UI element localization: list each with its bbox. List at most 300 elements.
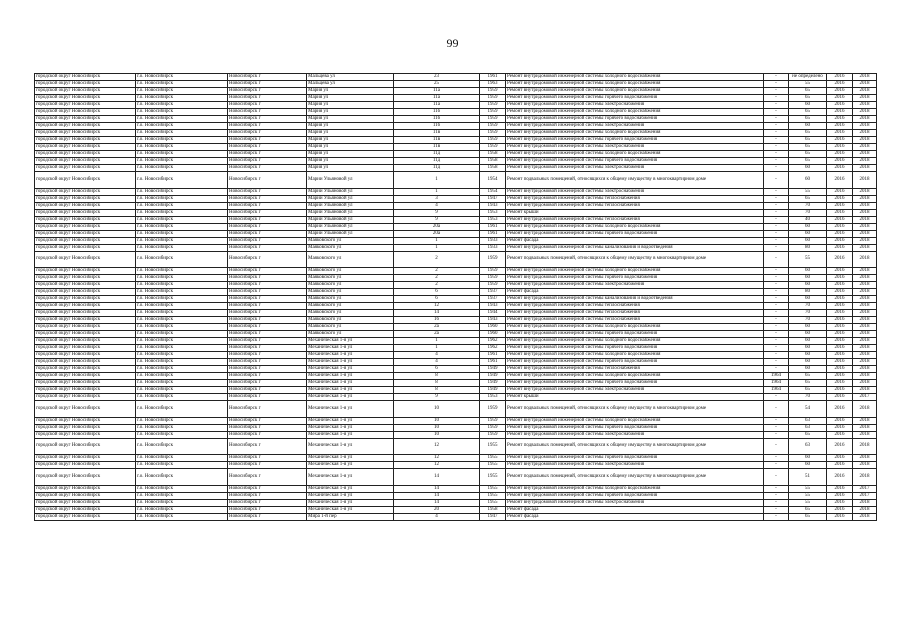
locality-cell: Новосибирск г: [228, 268, 307, 275]
plan-start-cell: 2016: [827, 424, 853, 431]
work-type-cell: Ремонт подвальных помещений, относящихся к общему имуществу в многоквартирном доме: [506, 401, 764, 418]
district-cell: г.о. Новосибирск: [136, 455, 228, 462]
plan-start-cell: 2016: [827, 268, 853, 275]
plan-start-cell: 2016: [827, 387, 853, 394]
house-cell: 14: [394, 310, 480, 317]
year-built-cell: 1933: [480, 244, 506, 251]
work-type-cell: Ремонт внутридомовой инженерной системы холодного водоснабжения: [506, 352, 764, 359]
plan-start-cell: 2016: [827, 209, 853, 216]
year-built-cell: 1943: [480, 317, 506, 324]
year-built-cell: 1943: [480, 303, 506, 310]
district-cell: г.о. Новосибирск: [136, 359, 228, 366]
plan-end-cell: 2018: [853, 237, 877, 244]
locality-cell: Новосибирск г: [228, 296, 307, 303]
street-cell: Марии Ульяновой ул: [307, 195, 394, 202]
plan-end-cell: 2018: [853, 289, 877, 296]
municipality-cell: городской округ Новосибирск: [35, 130, 136, 137]
house-cell: 11а: [394, 88, 480, 95]
house-cell: 12: [394, 462, 480, 469]
plan-start-cell: 2016: [827, 352, 853, 359]
table-row: [35, 513, 877, 520]
year-built-cell: 1961: [480, 223, 506, 230]
table-row: [35, 109, 877, 116]
wear-percent-cell: 60: [789, 230, 827, 237]
last-repair-year-cell: -: [764, 109, 789, 116]
wear-percent-cell: 60: [789, 237, 827, 244]
table-row: [35, 244, 877, 251]
house-cell: 8: [394, 380, 480, 387]
last-repair-year-cell: -: [764, 506, 789, 513]
year-built-cell: 1963: [480, 81, 506, 88]
locality-cell: Новосибирск г: [228, 338, 307, 345]
last-repair-year-cell: -: [764, 223, 789, 230]
work-type-cell: Ремонт внутридомовой инженерной системы горячего водоснабжения: [506, 331, 764, 338]
house-cell: 16: [394, 317, 480, 324]
district-cell: г.о. Новосибирск: [136, 513, 228, 520]
page-number: 99: [446, 36, 459, 50]
street-cell: Маяковского ул: [307, 296, 394, 303]
house-cell: 1: [394, 172, 480, 189]
plan-start-cell: 2016: [827, 195, 853, 202]
table-row: [35, 324, 877, 331]
house-cell: 10: [394, 424, 480, 431]
plan-end-cell: 2018: [853, 373, 877, 380]
wear-percent-cell: 70: [789, 303, 827, 310]
district-cell: г.о. Новосибирск: [136, 109, 228, 116]
locality-cell: Новосибирск г: [228, 209, 307, 216]
last-repair-year-cell: -: [764, 102, 789, 109]
locality-cell: Новосибирск г: [228, 424, 307, 431]
locality-cell: Новосибирск г: [228, 95, 307, 102]
plan-start-cell: 2016: [827, 95, 853, 102]
table-row: [35, 116, 877, 123]
work-type-cell: Ремонт внутридомовой инженерной системы холодного водоснабжения: [506, 417, 764, 424]
municipality-cell: городской округ Новосибирск: [35, 324, 136, 331]
last-repair-year-cell: -: [764, 275, 789, 282]
locality-cell: Новосибирск г: [228, 506, 307, 513]
table-row: [35, 455, 877, 462]
table-row: [35, 202, 877, 209]
wear-percent-cell: 63: [789, 438, 827, 455]
street-cell: Мария ул: [307, 158, 394, 165]
district-cell: г.о. Новосибирск: [136, 165, 228, 172]
year-built-cell: 1958: [480, 151, 506, 158]
work-type-cell: Ремонт внутридомовой инженерной системы теплоснабжения: [506, 195, 764, 202]
plan-start-cell: 2016: [827, 237, 853, 244]
year-built-cell: 1949: [480, 380, 506, 387]
year-built-cell: 1949: [480, 387, 506, 394]
table-row: [35, 216, 877, 223]
last-repair-year-cell: -: [764, 130, 789, 137]
table-row: [35, 137, 877, 144]
work-type-cell: Ремонт внутридомовой инженерной системы горячего водоснабжения: [506, 158, 764, 165]
district-cell: г.о. Новосибирск: [136, 387, 228, 394]
table-row: [35, 380, 877, 387]
table-row: [35, 74, 877, 81]
locality-cell: Новосибирск г: [228, 455, 307, 462]
street-cell: Мальцева ул: [307, 81, 394, 88]
street-cell: Маяковского ул: [307, 268, 394, 275]
municipality-cell: городской округ Новосибирск: [35, 144, 136, 151]
last-repair-year-cell: 1964: [764, 380, 789, 387]
wear-percent-cell: 65: [789, 144, 827, 151]
plan-end-cell: 2018: [853, 282, 877, 289]
street-cell: Механическая 1-я ул: [307, 394, 394, 401]
plan-end-cell: 2018: [853, 195, 877, 202]
locality-cell: Новосибирск г: [228, 394, 307, 401]
plan-end-cell: 2018: [853, 324, 877, 331]
plan-start-cell: 2016: [827, 282, 853, 289]
municipality-cell: городской округ Новосибирск: [35, 116, 136, 123]
locality-cell: Новосибирск г: [228, 387, 307, 394]
plan-start-cell: 2016: [827, 102, 853, 109]
municipality-cell: городской округ Новосибирск: [35, 338, 136, 345]
house-cell: 11д: [394, 158, 480, 165]
wear-percent-cell: 70: [789, 394, 827, 401]
plan-start-cell: 2016: [827, 158, 853, 165]
municipality-cell: городской округ Новосибирск: [35, 202, 136, 209]
plan-start-cell: 2016: [827, 324, 853, 331]
locality-cell: Новосибирск г: [228, 469, 307, 486]
municipality-cell: городской округ Новосибирск: [35, 209, 136, 216]
district-cell: г.о. Новосибирск: [136, 310, 228, 317]
work-type-cell: Ремонт фасада: [506, 506, 764, 513]
last-repair-year-cell: -: [764, 338, 789, 345]
wear-percent-cell: 65: [789, 387, 827, 394]
plan-end-cell: 2018: [853, 431, 877, 438]
plan-start-cell: 2016: [827, 172, 853, 189]
district-cell: г.о. Новосибирск: [136, 303, 228, 310]
plan-end-cell: 2018: [853, 102, 877, 109]
wear-percent-cell: 60: [789, 223, 827, 230]
wear-percent-cell: 63: [789, 417, 827, 424]
plan-start-cell: 2016: [827, 216, 853, 223]
plan-end-cell: 2018: [853, 380, 877, 387]
municipality-cell: городской округ Новосибирск: [35, 469, 136, 486]
district-cell: г.о. Новосибирск: [136, 81, 228, 88]
last-repair-year-cell: -: [764, 209, 789, 216]
plan-start-cell: 2016: [827, 74, 853, 81]
work-type-cell: Ремонт внутридомовой инженерной системы электроснабжения: [506, 462, 764, 469]
last-repair-year-cell: -: [764, 401, 789, 418]
plan-start-cell: 2016: [827, 109, 853, 116]
work-type-cell: Ремонт внутридомовой инженерной системы электроснабжения: [506, 144, 764, 151]
street-cell: Маяковского ул: [307, 310, 394, 317]
table-row: [35, 165, 877, 172]
street-cell: Механическая 1-я ул: [307, 469, 394, 486]
plan-end-cell: 2018: [853, 506, 877, 513]
locality-cell: Новосибирск г: [228, 366, 307, 373]
year-built-cell: 1949: [480, 366, 506, 373]
last-repair-year-cell: -: [764, 251, 789, 268]
last-repair-year-cell: -: [764, 237, 789, 244]
municipality-cell: городской округ Новосибирск: [35, 74, 136, 81]
street-cell: Механическая 1-я ул: [307, 417, 394, 424]
last-repair-year-cell: -: [764, 492, 789, 499]
house-cell: 11в: [394, 137, 480, 144]
plan-end-cell: 2018: [853, 338, 877, 345]
plan-start-cell: 2016: [827, 202, 853, 209]
wear-percent-cell: 60: [789, 275, 827, 282]
locality-cell: Новосибирск г: [228, 137, 307, 144]
last-repair-year-cell: -: [764, 324, 789, 331]
plan-start-cell: 2016: [827, 81, 853, 88]
table-row: [35, 394, 877, 401]
plan-end-cell: 2018: [853, 244, 877, 251]
locality-cell: Новосибирск г: [228, 202, 307, 209]
street-cell: Мария ул: [307, 151, 394, 158]
year-built-cell: 1955: [480, 492, 506, 499]
street-cell: Маяковского ул: [307, 289, 394, 296]
street-cell: Маяковского ул: [307, 275, 394, 282]
year-built-cell: 1959: [480, 95, 506, 102]
work-type-cell: Ремонт внутридомовой инженерной системы холодного водоснабжения: [506, 109, 764, 116]
last-repair-year-cell: 1964: [764, 387, 789, 394]
plan-start-cell: 2016: [827, 366, 853, 373]
house-cell: 6: [394, 289, 480, 296]
street-cell: Мария ул: [307, 130, 394, 137]
work-type-cell: Ремонт внутридомовой инженерной системы теплоснабжения: [506, 202, 764, 209]
district-cell: г.о. Новосибирск: [136, 296, 228, 303]
municipality-cell: городской округ Новосибирск: [35, 230, 136, 237]
table-row: [35, 338, 877, 345]
wear-percent-cell: 60: [789, 331, 827, 338]
house-cell: 3: [394, 195, 480, 202]
municipality-cell: городской округ Новосибирск: [35, 81, 136, 88]
table-row: [35, 296, 877, 303]
house-cell: 11д: [394, 165, 480, 172]
table-row: [35, 401, 877, 418]
plan-start-cell: 2016: [827, 462, 853, 469]
plan-start-cell: 2016: [827, 165, 853, 172]
last-repair-year-cell: -: [764, 165, 789, 172]
plan-start-cell: 2016: [827, 130, 853, 137]
wear-percent-cell: 65: [789, 380, 827, 387]
plan-end-cell: 2018: [853, 469, 877, 486]
locality-cell: Новосибирск г: [228, 130, 307, 137]
plan-end-cell: 2018: [853, 310, 877, 317]
work-type-cell: Ремонт подвальных помещений, относящихся к общему имуществу в многоквартирном доме: [506, 251, 764, 268]
street-cell: Мария ул: [307, 123, 394, 130]
plan-end-cell: 2018: [853, 268, 877, 275]
work-type-cell: Ремонт внутридомовой инженерной системы горячего водоснабжения: [506, 230, 764, 237]
house-cell: 9: [394, 209, 480, 216]
plan-start-cell: 2016: [827, 303, 853, 310]
wear-percent-cell: 55: [789, 251, 827, 268]
last-repair-year-cell: -: [764, 359, 789, 366]
work-type-cell: Ремонт внутридомовой инженерной системы канализования и водоотведения: [506, 244, 764, 251]
year-built-cell: 1959: [480, 123, 506, 130]
work-type-cell: Ремонт фасада: [506, 513, 764, 520]
wear-percent-cell: не определено: [789, 74, 827, 81]
work-type-cell: Ремонт внутридомовой инженерной системы холодного водоснабжения: [506, 324, 764, 331]
street-cell: Марии Ульяновой ул: [307, 230, 394, 237]
municipality-cell: городской округ Новосибирск: [35, 296, 136, 303]
locality-cell: Новосибирск г: [228, 230, 307, 237]
municipality-cell: городской округ Новосибирск: [35, 485, 136, 492]
last-repair-year-cell: -: [764, 317, 789, 324]
municipality-cell: городской округ Новосибирск: [35, 366, 136, 373]
year-built-cell: 1959: [480, 401, 506, 418]
municipality-cell: городской округ Новосибирск: [35, 165, 136, 172]
municipality-cell: городской округ Новосибирск: [35, 345, 136, 352]
locality-cell: Новосибирск г: [228, 172, 307, 189]
last-repair-year-cell: -: [764, 216, 789, 223]
last-repair-year-cell: -: [764, 202, 789, 209]
table-row: [35, 431, 877, 438]
district-cell: г.о. Новосибирск: [136, 366, 228, 373]
last-repair-year-cell: -: [764, 289, 789, 296]
locality-cell: Новосибирск г: [228, 373, 307, 380]
year-built-cell: 1961: [480, 74, 506, 81]
wear-percent-cell: 70: [789, 202, 827, 209]
wear-percent-cell: 65: [789, 151, 827, 158]
locality-cell: Новосибирск г: [228, 352, 307, 359]
wear-percent-cell: 55: [789, 188, 827, 195]
table-row: [35, 310, 877, 317]
district-cell: г.о. Новосибирск: [136, 172, 228, 189]
house-cell: 14: [394, 469, 480, 486]
year-built-cell: 1933: [480, 237, 506, 244]
work-type-cell: Ремонт внутридомовой инженерной системы горячего водоснабжения: [506, 95, 764, 102]
wear-percent-cell: 63: [789, 424, 827, 431]
wear-percent-cell: 60: [789, 296, 827, 303]
municipality-cell: городской округ Новосибирск: [35, 359, 136, 366]
table-row: [35, 172, 877, 189]
house-cell: 11в: [394, 144, 480, 151]
plan-start-cell: 2016: [827, 373, 853, 380]
table-row: [35, 387, 877, 394]
plan-start-cell: 2016: [827, 394, 853, 401]
table-row: [35, 366, 877, 373]
street-cell: Маяковского ул: [307, 324, 394, 331]
municipality-cell: городской округ Новосибирск: [35, 380, 136, 387]
district-cell: г.о. Новосибирск: [136, 431, 228, 438]
locality-cell: Новосибирск г: [228, 74, 307, 81]
last-repair-year-cell: 1964: [764, 373, 789, 380]
district-cell: г.о. Новосибирск: [136, 417, 228, 424]
district-cell: г.о. Новосибирск: [136, 352, 228, 359]
wear-percent-cell: 60: [789, 282, 827, 289]
plan-end-cell: 2018: [853, 151, 877, 158]
year-built-cell: 1955: [480, 485, 506, 492]
wear-percent-cell: 60: [789, 324, 827, 331]
table-row: [35, 268, 877, 275]
district-cell: г.о. Новосибирск: [136, 244, 228, 251]
table-row: [35, 81, 877, 88]
district-cell: г.о. Новосибирск: [136, 401, 228, 418]
year-built-cell: 1959: [480, 109, 506, 116]
plan-start-cell: 2016: [827, 469, 853, 486]
table-row: [35, 506, 877, 513]
plan-end-cell: 2018: [853, 296, 877, 303]
plan-start-cell: 2016: [827, 338, 853, 345]
plan-end-cell: 2017: [853, 394, 877, 401]
district-cell: г.о. Новосибирск: [136, 216, 228, 223]
year-built-cell: 1958: [480, 165, 506, 172]
table-row: [35, 424, 877, 431]
table-row: [35, 352, 877, 359]
plan-start-cell: 2016: [827, 438, 853, 455]
wear-percent-cell: 60: [789, 462, 827, 469]
year-built-cell: 1947: [480, 513, 506, 520]
municipality-cell: городской округ Новосибирск: [35, 462, 136, 469]
district-cell: г.о. Новосибирск: [136, 102, 228, 109]
municipality-cell: городской округ Новосибирск: [35, 394, 136, 401]
plan-end-cell: 2018: [853, 455, 877, 462]
table-row: [35, 151, 877, 158]
locality-cell: Новосибирск г: [228, 81, 307, 88]
street-cell: Маяковского ул: [307, 237, 394, 244]
wear-percent-cell: 60: [789, 338, 827, 345]
municipality-cell: городской округ Новосибирск: [35, 303, 136, 310]
house-cell: 1: [394, 338, 480, 345]
plan-start-cell: 2016: [827, 251, 853, 268]
municipality-cell: городской округ Новосибирск: [35, 387, 136, 394]
municipality-cell: городской округ Новосибирск: [35, 137, 136, 144]
district-cell: г.о. Новосибирск: [136, 345, 228, 352]
plan-start-cell: 2016: [827, 244, 853, 251]
last-repair-year-cell: -: [764, 331, 789, 338]
street-cell: Механическая 1-я ул: [307, 424, 394, 431]
locality-cell: Новосибирск г: [228, 317, 307, 324]
plan-end-cell: 2018: [853, 165, 877, 172]
locality-cell: Новосибирск г: [228, 401, 307, 418]
street-cell: Марии Ульяновой ул: [307, 209, 394, 216]
work-type-cell: Ремонт внутридомовой инженерной системы теплоснабжения: [506, 216, 764, 223]
wear-percent-cell: 65: [789, 195, 827, 202]
work-type-cell: Ремонт внутридомовой инженерной системы горячего водоснабжения: [506, 345, 764, 352]
plan-end-cell: 2018: [853, 202, 877, 209]
district-cell: г.о. Новосибирск: [136, 130, 228, 137]
plan-end-cell: 2018: [853, 438, 877, 455]
plan-start-cell: 2016: [827, 230, 853, 237]
street-cell: Механическая 1-я ул: [307, 431, 394, 438]
last-repair-year-cell: -: [764, 513, 789, 520]
house-cell: 12: [394, 303, 480, 310]
locality-cell: Новосибирск г: [228, 123, 307, 130]
table-row: [35, 130, 877, 137]
district-cell: г.о. Новосибирск: [136, 373, 228, 380]
year-built-cell: 1943: [480, 202, 506, 209]
district-cell: г.о. Новосибирск: [136, 88, 228, 95]
table-row: [35, 230, 877, 237]
year-built-cell: 1959: [480, 137, 506, 144]
district-cell: г.о. Новосибирск: [136, 209, 228, 216]
locality-cell: Новосибирск г: [228, 275, 307, 282]
last-repair-year-cell: -: [764, 116, 789, 123]
municipality-cell: городской округ Новосибирск: [35, 310, 136, 317]
work-type-cell: Ремонт внутридомовой инженерной системы электроснабжения: [506, 387, 764, 394]
street-cell: Мария ул: [307, 116, 394, 123]
plan-end-cell: 2018: [853, 158, 877, 165]
plan-start-cell: 2016: [827, 188, 853, 195]
municipality-cell: городской округ Новосибирск: [35, 88, 136, 95]
last-repair-year-cell: -: [764, 282, 789, 289]
work-type-cell: Ремонт внутридомовой инженерной системы горячего водоснабжения: [506, 116, 764, 123]
wear-percent-cell: 60: [789, 366, 827, 373]
table-row: [35, 373, 877, 380]
year-built-cell: 1955: [480, 462, 506, 469]
year-built-cell: 1944: [480, 310, 506, 317]
street-cell: Марии Ульяновой ул: [307, 216, 394, 223]
last-repair-year-cell: -: [764, 81, 789, 88]
municipality-cell: городской округ Новосибирск: [35, 492, 136, 499]
last-repair-year-cell: -: [764, 137, 789, 144]
street-cell: Мария ул: [307, 102, 394, 109]
year-built-cell: 1959: [480, 417, 506, 424]
locality-cell: Новосибирск г: [228, 310, 307, 317]
